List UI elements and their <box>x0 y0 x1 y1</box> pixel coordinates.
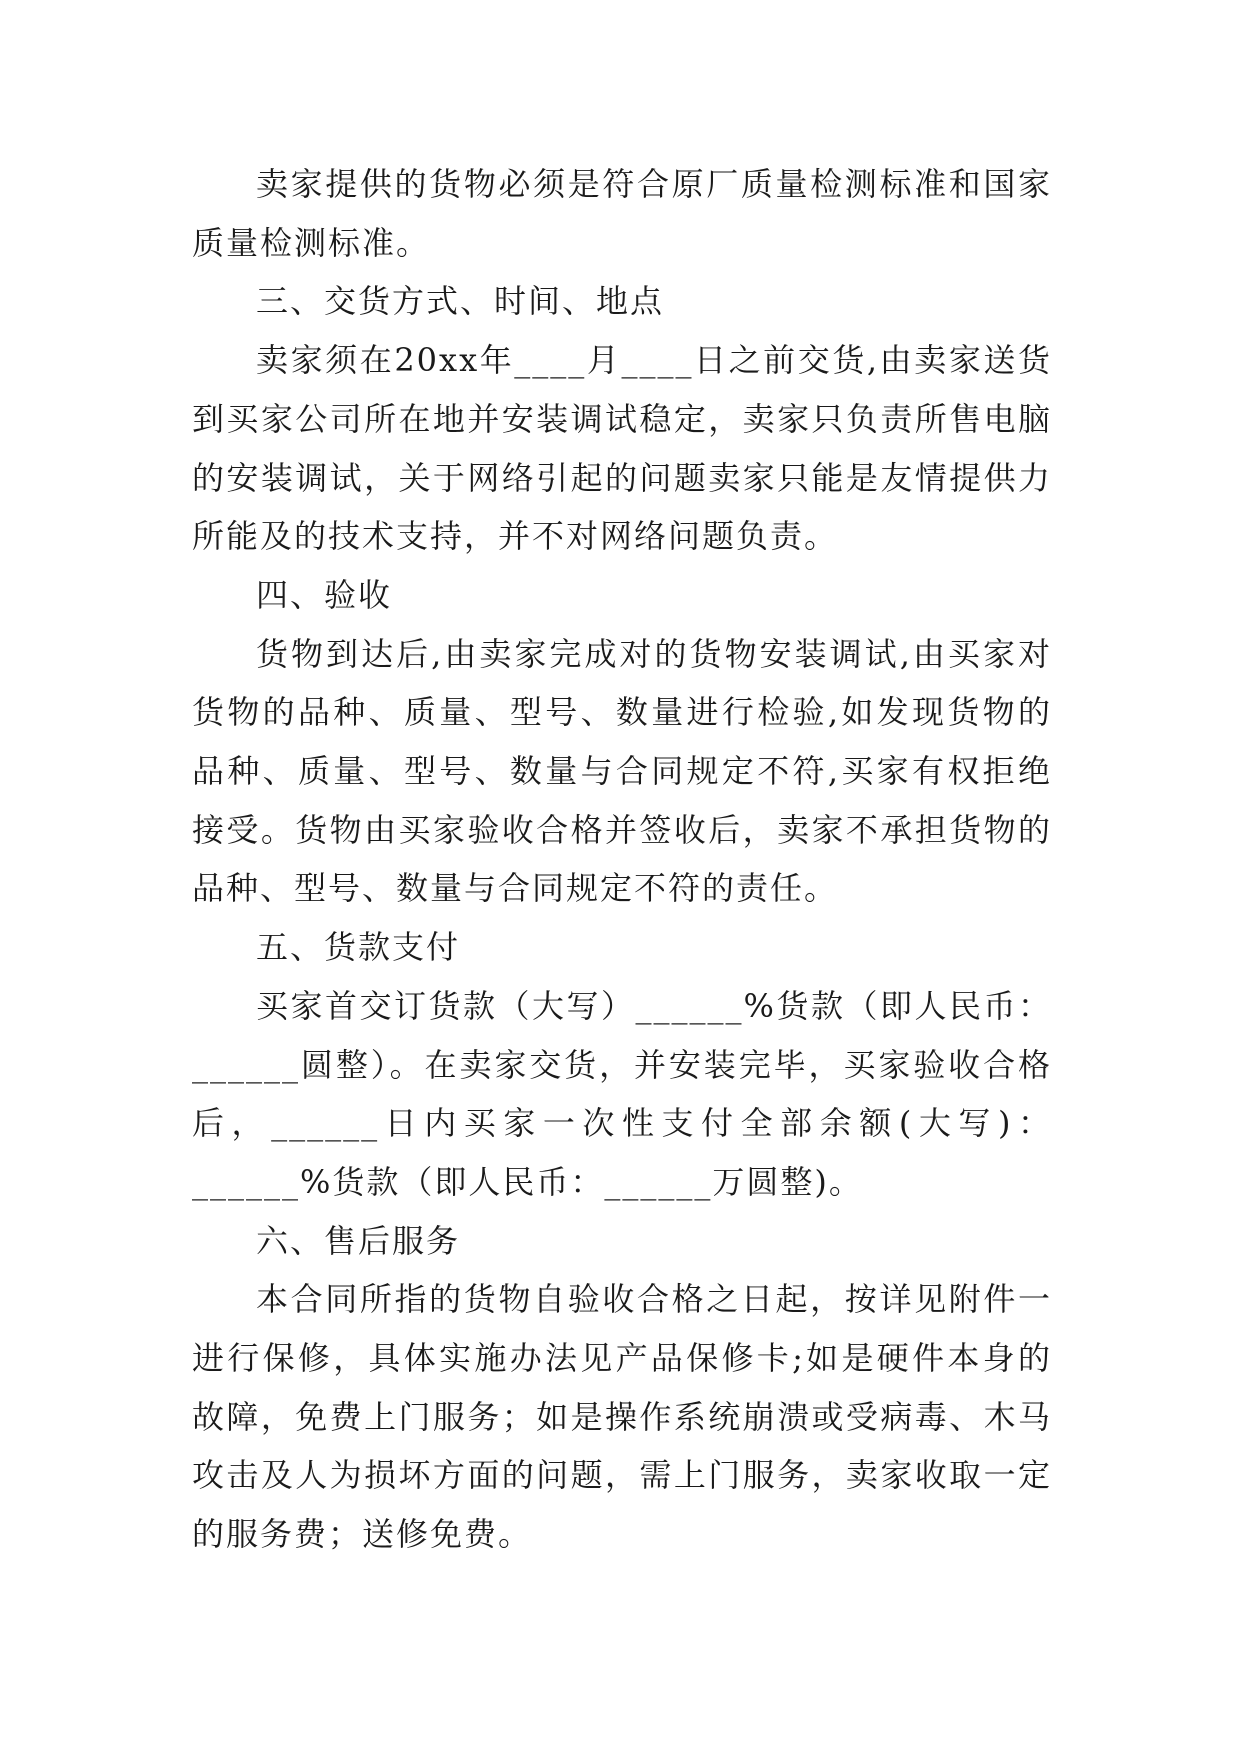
document-body <box>192 155 1052 1564</box>
paragraph-delivery: 卖家须在20xx年____月____日之前交货,由卖家送货到买家公司所在地并安装调试稳定，卖家只负责所售电脑的安装调试，关于网络引起的问题卖家只能是友情提供力所能及的技术支持，并不对网络问题负责。 <box>192 341 1052 556</box>
heading-delivery: 三、交货方式、时间、地点 <box>256 282 665 321</box>
heading-after-sales: 六、售后服务 <box>256 1221 461 1260</box>
heading-payment: 五、货款支付 <box>256 928 461 967</box>
paragraph-quality-standard: 卖家提供的货物必须是符合原厂质量检测标准和国家质量检测标准。 <box>192 165 1052 262</box>
paragraph-payment: 买家首交订货款（大写）______%货款（即人民币：______圆整）。在卖家交货，并安装完毕，买家验收合格后，______日内买家一次性支付全部余额(大写)：______%货款（即人民币：______万圆整)。 <box>192 986 1052 1201</box>
paragraph-after-sales: 本合同所指的货物自验收合格之日起，按详见附件一进行保修，具体实施办法见产品保修卡;如是硬件本身的故障，免费上门服务；如是操作系统崩溃或受病毒、木马攻击及人为损坏方面的问题，需上门服务，卖家收取一定的服务费；送修免费。 <box>192 1280 1052 1554</box>
heading-acceptance: 四、验收 <box>256 575 393 614</box>
paragraph-acceptance: 货物到达后,由卖家完成对的货物安装调试,由买家对货物的品种、质量、型号、数量进行检验,如发现货物的品种、质量、型号、数量与合同规定不符,买家有权拒绝接受。货物由买家验收合格并签收后，卖家不承担货物的品种、型号、数量与合同规定不符的责任。 <box>192 634 1052 908</box>
